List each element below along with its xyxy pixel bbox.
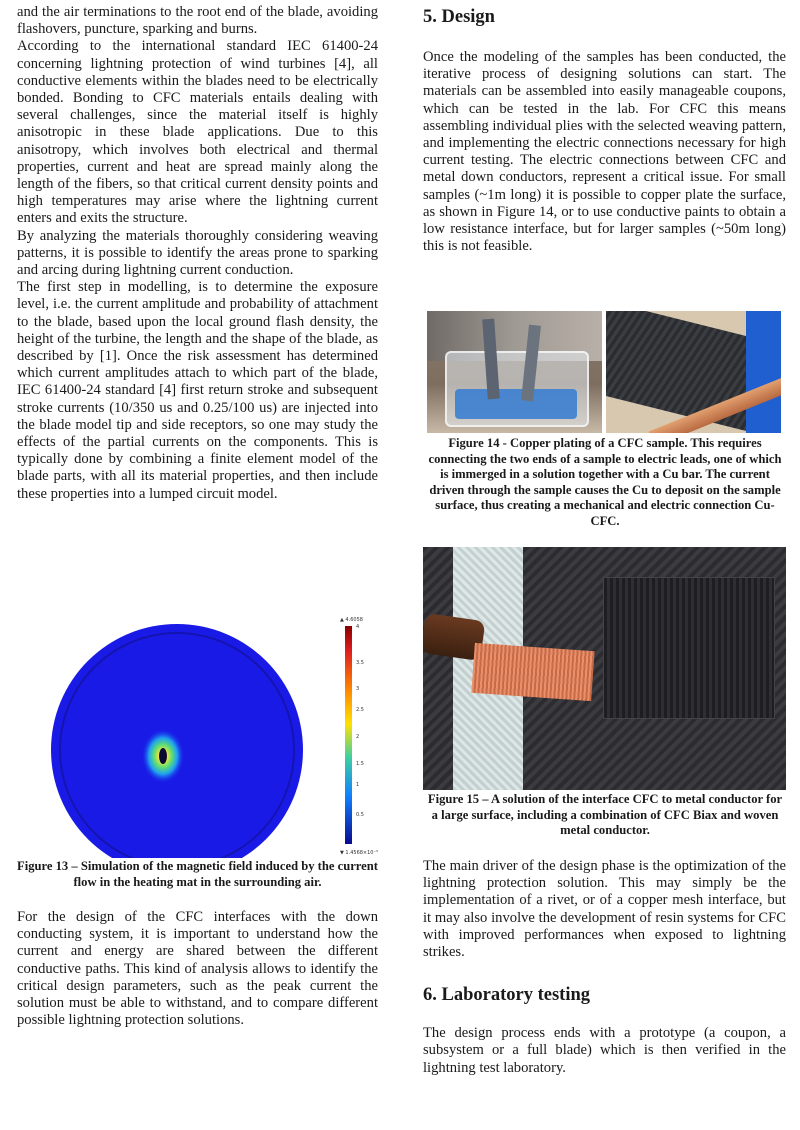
right-column-top [423, 6, 786, 255]
figure-14-photo-copper-plated-sample [606, 311, 781, 433]
colorbar-tick: 3 [356, 686, 360, 692]
right-column-bottom [423, 858, 786, 1077]
colorbar-tick: 1.5 [356, 761, 364, 767]
colorbar-max-label: ▲ 4.6058 [340, 617, 363, 623]
figure-14-caption: Figure 14 - Copper plating of a CFC sample. This requires connecting the two ends of a sample to electric leads, one of which is immerged in a solution together with a Cu bar. The current driven through the sample causes the Cu to deposit on the sample surface, thus creating a mechanical and electric connection Cu-CFC. [428, 436, 782, 528]
figure-13-simulation [40, 608, 390, 858]
heating-mat-section [159, 748, 167, 764]
paragraph-blade-terminations: and the air terminations to the root end of the blade, avoiding flashovers, puncture, sparking and burns. [17, 4, 378, 38]
colorbar-tick: 2 [356, 734, 360, 740]
magnetic-field-plot [40, 608, 390, 858]
figure-14-photo-plating-bath [427, 311, 602, 433]
left-column [17, 4, 378, 503]
paragraph-modelling-first-step: The first step in modelling, is to determine the exposure level, i.e. the current amplitude and probability of attachment to the blade, based upon the local ground flash density, the height of the turbine, the length and the shape of the blade, as described by [1]. Once the risk assessment has determined which current amplitudes attach to which part of the blade, IEC 61400-24 standard [4] first return stroke and subsequent stroke currents (10/350 us and 0.25/100 us) are injected into the blade model tip and side receptors, so one may study the effects of the partial currents on the components. This is typically done by combining a finite element model of the blade parts, with all its material properties, and then include these properties into a lumped circuit model. [17, 279, 378, 502]
figure-15-caption: Figure 15 – A solution of the interface CFC to metal conductor for a large surface, including a combination of CFC Biax and woven metal conductor. [427, 792, 783, 838]
colorbar-ticks [356, 624, 364, 818]
colorbar-tick: 2.5 [356, 707, 364, 713]
paragraph-iec-bonding: According to the international standard IEC 61400-24 concerning lightning protection of wind turbines [4], all conductive elements within the blades need to be electrically bonded. Bonding to CFC materials entails dealing with several challenges, since the material itself is highly anisotropic in these blade applications. Due to this anisotropy, which involves both electrical and thermal properties, current and heat are spread mainly along the length of the fibers, so that critical current density points and high temperatures may arise where the lightning current enters and exits the structure. [17, 38, 378, 227]
section-heading-laboratory-testing: 6. Laboratory testing [423, 985, 590, 1006]
colorbar [345, 626, 352, 844]
paragraph-design-driver: The main driver of the design phase is the optimization of the lightning protection solution. This may simply be the implementation of a rivet, or of a copper mesh interface, but it may also involve the development of resin systems for CFC with improved performances when exposed to lightning strikes. [423, 858, 786, 961]
section-heading-design: 5. Design [423, 7, 495, 27]
paragraph-cfc-interfaces: For the design of the CFC interfaces with the down conducting system, it is important to understand how the current and energy are shared between the different conductive paths. This kind of analysis allows to identify the critical design parameters, such as the peak current the solution must be able to withstand, and to compare different possible lightning protection solutions. [17, 909, 378, 1029]
colorbar-min-label: ▼ 1.4568×10⁻⁵ [340, 850, 379, 856]
figure-13-caption: Figure 13 – Simulation of the magnetic field induced by the current flow in the heating mat in the surrounding air. [17, 859, 378, 889]
colorbar-tick: 1 [356, 782, 360, 788]
colorbar-tick: 4 [356, 624, 360, 630]
paragraph-laboratory-verification: The design process ends with a prototype (a coupon, a subsystem or a full blade) which is then verified in the lightning test laboratory. [423, 1025, 786, 1076]
paragraph-weaving-patterns: By analyzing the materials thoroughly considering weaving patterns, it is possible to identify the areas prone to sparking and arcing during lightning current conduction. [17, 227, 378, 279]
paragraph-design-process: Once the modeling of the samples has been conducted, the iterative process of designing solutions can start. The materials can be assembled into easily manageable coupons, which can be tested in the lab. For CFC this means assembling individual plies with the selected weaving pattern, and implementing the electric connections necessary for high current testing. The electric connections between CFC and metal down conductors, represent a critical issue. For small samples (~1m long) it is possible to copper plate the surface, as shown in Figure 14, or to use conductive paints to obtain a low resistance interface, but for larger samples (~50m long) this is not feasible. [423, 49, 786, 255]
colorbar-tick: 3.5 [356, 660, 364, 666]
figure-15-photo-interface [423, 547, 786, 790]
colorbar-tick: 0.5 [356, 812, 364, 818]
left-column-bottom [17, 909, 378, 1029]
